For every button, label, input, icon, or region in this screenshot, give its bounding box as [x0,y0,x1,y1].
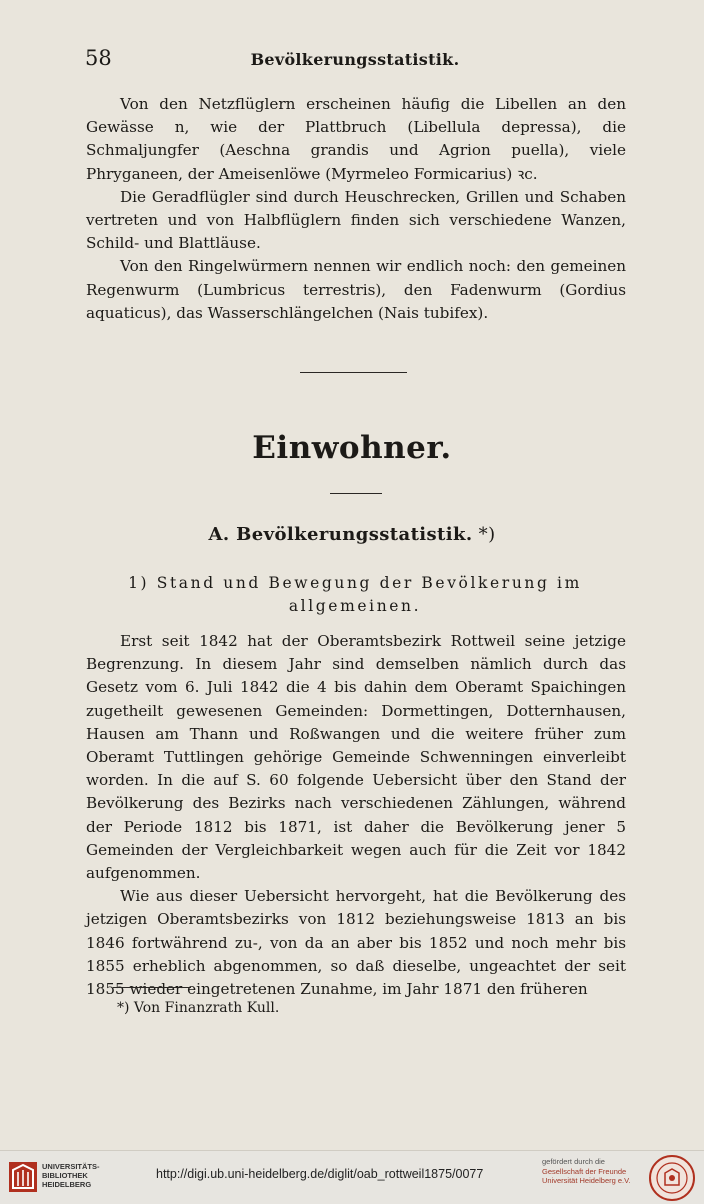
sponsor-by: gefördert durch die [542,1157,605,1166]
footnote-marker: *) [478,524,496,545]
page-number: 58 [85,46,112,70]
sponsor-org-line: Universität Heidelberg e.V. [542,1176,631,1185]
permalink-url[interactable]: http://digi.ub.uni-heidelberg.de/diglit/oab_rottweil1875/0077 [156,1167,484,1181]
paragraph: Von den Netzflüglern erscheinen häufig die Libellen an den Gewässe n, wie der Plattbruch (Libellula depressa), die Schmaljungfer (Aeschna grandis und Agrion puella), viele Phryganeen, der Ameisenlöwe (Myrmeleo Formicarius) ꝛc. [86,95,626,183]
sponsor-note [542,1157,631,1186]
footnote: *) Von Finanzrath Kull. [117,1000,280,1016]
paragraph: Wie aus dieser Uebersicht hervorgeht, hat die Bevölkerung des jetzigen Oberamtsbezirks von 1812 beziehungsweise 1813 an bis 1846 fortwährend zu-, von da an aber bis 1852 und noch mehr bis 1855 erheblich abgenommen, so daß dieselbe, ungeachtet der seit 1855 wieder eingetretenen Zunahme, im Jahr 1871 den früheren [86,887,626,999]
paragraph: Erst seit 1842 hat der Oberamtsbezirk Rottweil seine jetzige Begrenzung. In diesem Jahr sind demselben nämlich durch das Gesetz vom 6. Juli 1842 die 4 bis dahin dem Oberamt Spaichingen zugetheilt gewesenen Gemeinden: Dormettingen, Dotternhausen, Hausen am Thann und Roßwangen und die weitere früher zum Oberamt Tuttlingen gehörige Gemeinde Schwenningen einverleibt worden. In die auf S. 60 folgende Uebersicht über den Stand der Bevölkerung des Bezirks nach verschiedenen Zählungen, während der Periode 1812 bis 1871, ist daher die Bevölkerung jener 5 Gemeinden der Vergleichbarkeit wegen auch für die Zeit vor 1842 aufgenommen. [86,632,626,883]
running-title: Bevölkerungsstatistik. [250,50,460,69]
section-title: A. Bevölkerungsstatistik. [208,524,473,545]
intro-text [86,93,626,325]
divider-rule [330,493,382,494]
sponsor-org-line: Gesellschaft der Freunde [542,1166,627,1176]
section-heading [0,524,704,545]
chapter-heading: Einwohner. [252,430,452,466]
page-header [85,46,625,74]
footnote-rule [113,987,191,988]
main-text [86,630,626,1001]
university-seal-icon [648,1154,696,1202]
subsection-heading: 1) Stand und Bewegung der Bevölkerung im allgemeinen. [128,574,582,615]
library-name: UNIVERSITÄTS- BIBLIOTHEK HEIDELBERG [42,1162,100,1189]
divider-rule [300,372,407,373]
paragraph: Die Geradflügler sind durch Heuschrecken, Grillen und Schaben vertreten und von Halbflüglern finden sich verschiedene Wanzen, Schild- und Blattläuse. [86,187,626,253]
viewer-footer [0,1150,704,1204]
paragraph: Von den Ringelwürmern nennen wir endlich noch: den gemeinen Regenwurm (Lumbricus terrestris), den Fadenwurm (Gordius aquaticus), das Wasserschlängelchen (Nais tubifex). [86,257,626,322]
university-library-logo-icon [8,1160,38,1194]
